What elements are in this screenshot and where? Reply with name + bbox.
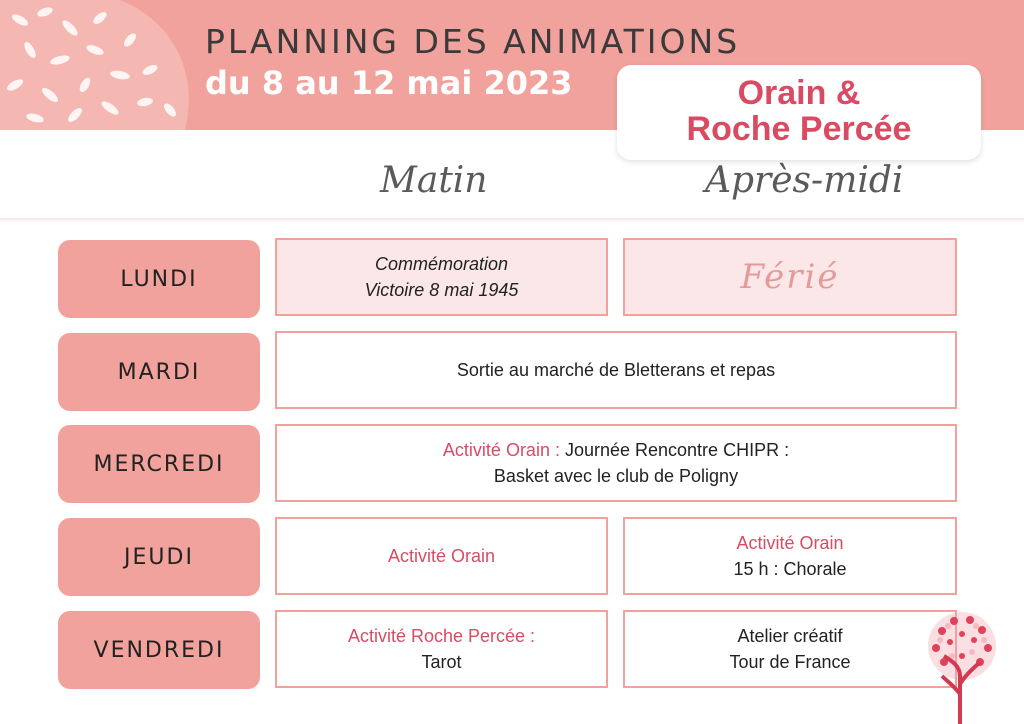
holiday-label: Férié [740, 257, 840, 297]
day-label-mardi: MARDI [58, 333, 260, 411]
cell-text: 15 h : Chorale [733, 559, 847, 579]
column-header-afternoon: Après-midi [705, 160, 904, 201]
cell-lundi-afternoon [623, 238, 957, 316]
cell-text: Journée Rencontre CHIPR : [559, 440, 790, 460]
cell-text: Tour de France [729, 652, 851, 672]
cell-mardi-fullday [275, 331, 957, 409]
site-name-line1: Orain & [737, 74, 861, 112]
site-name-line2: Roche Percée [686, 110, 912, 148]
cell-text: Basket avec le club de Poligny [493, 466, 739, 486]
tree-icon [922, 606, 1002, 724]
cell-text: Commémoration [374, 254, 509, 274]
cell-lundi-morning [275, 238, 608, 316]
day-label-lundi: LUNDI [58, 240, 260, 318]
site-name-card [617, 65, 981, 160]
date-range: du 8 au 12 mai 2023 [205, 64, 573, 102]
activity-accent: Activité Orain [387, 546, 496, 566]
cell-mercredi-fullday [275, 424, 957, 502]
activity-accent: Activité Orain [736, 533, 844, 553]
header-divider [0, 218, 1024, 222]
leaf-pattern-decoration [0, 0, 200, 130]
cell-vendredi-morning [275, 610, 608, 688]
column-header-morning: Matin [380, 160, 488, 201]
activity-accent: Activité Orain : [442, 440, 560, 460]
day-label-mercredi: MERCREDI [58, 425, 260, 503]
page-title: PLANNING DES ANIMATIONS [205, 22, 741, 61]
activity-accent: Activité Roche Percée : [347, 626, 536, 646]
cell-text: Sortie au marché de Bletterans et repas [456, 360, 776, 380]
cell-jeudi-afternoon [623, 517, 957, 595]
cell-text: Victoire 8 mai 1945 [364, 280, 519, 300]
cell-text: Tarot [421, 652, 462, 672]
day-label-vendredi: VENDREDI [58, 611, 260, 689]
cell-jeudi-morning [275, 517, 608, 595]
cell-text: Atelier créatif [737, 626, 843, 646]
cell-vendredi-afternoon [623, 610, 957, 688]
day-label-jeudi: JEUDI [58, 518, 260, 596]
